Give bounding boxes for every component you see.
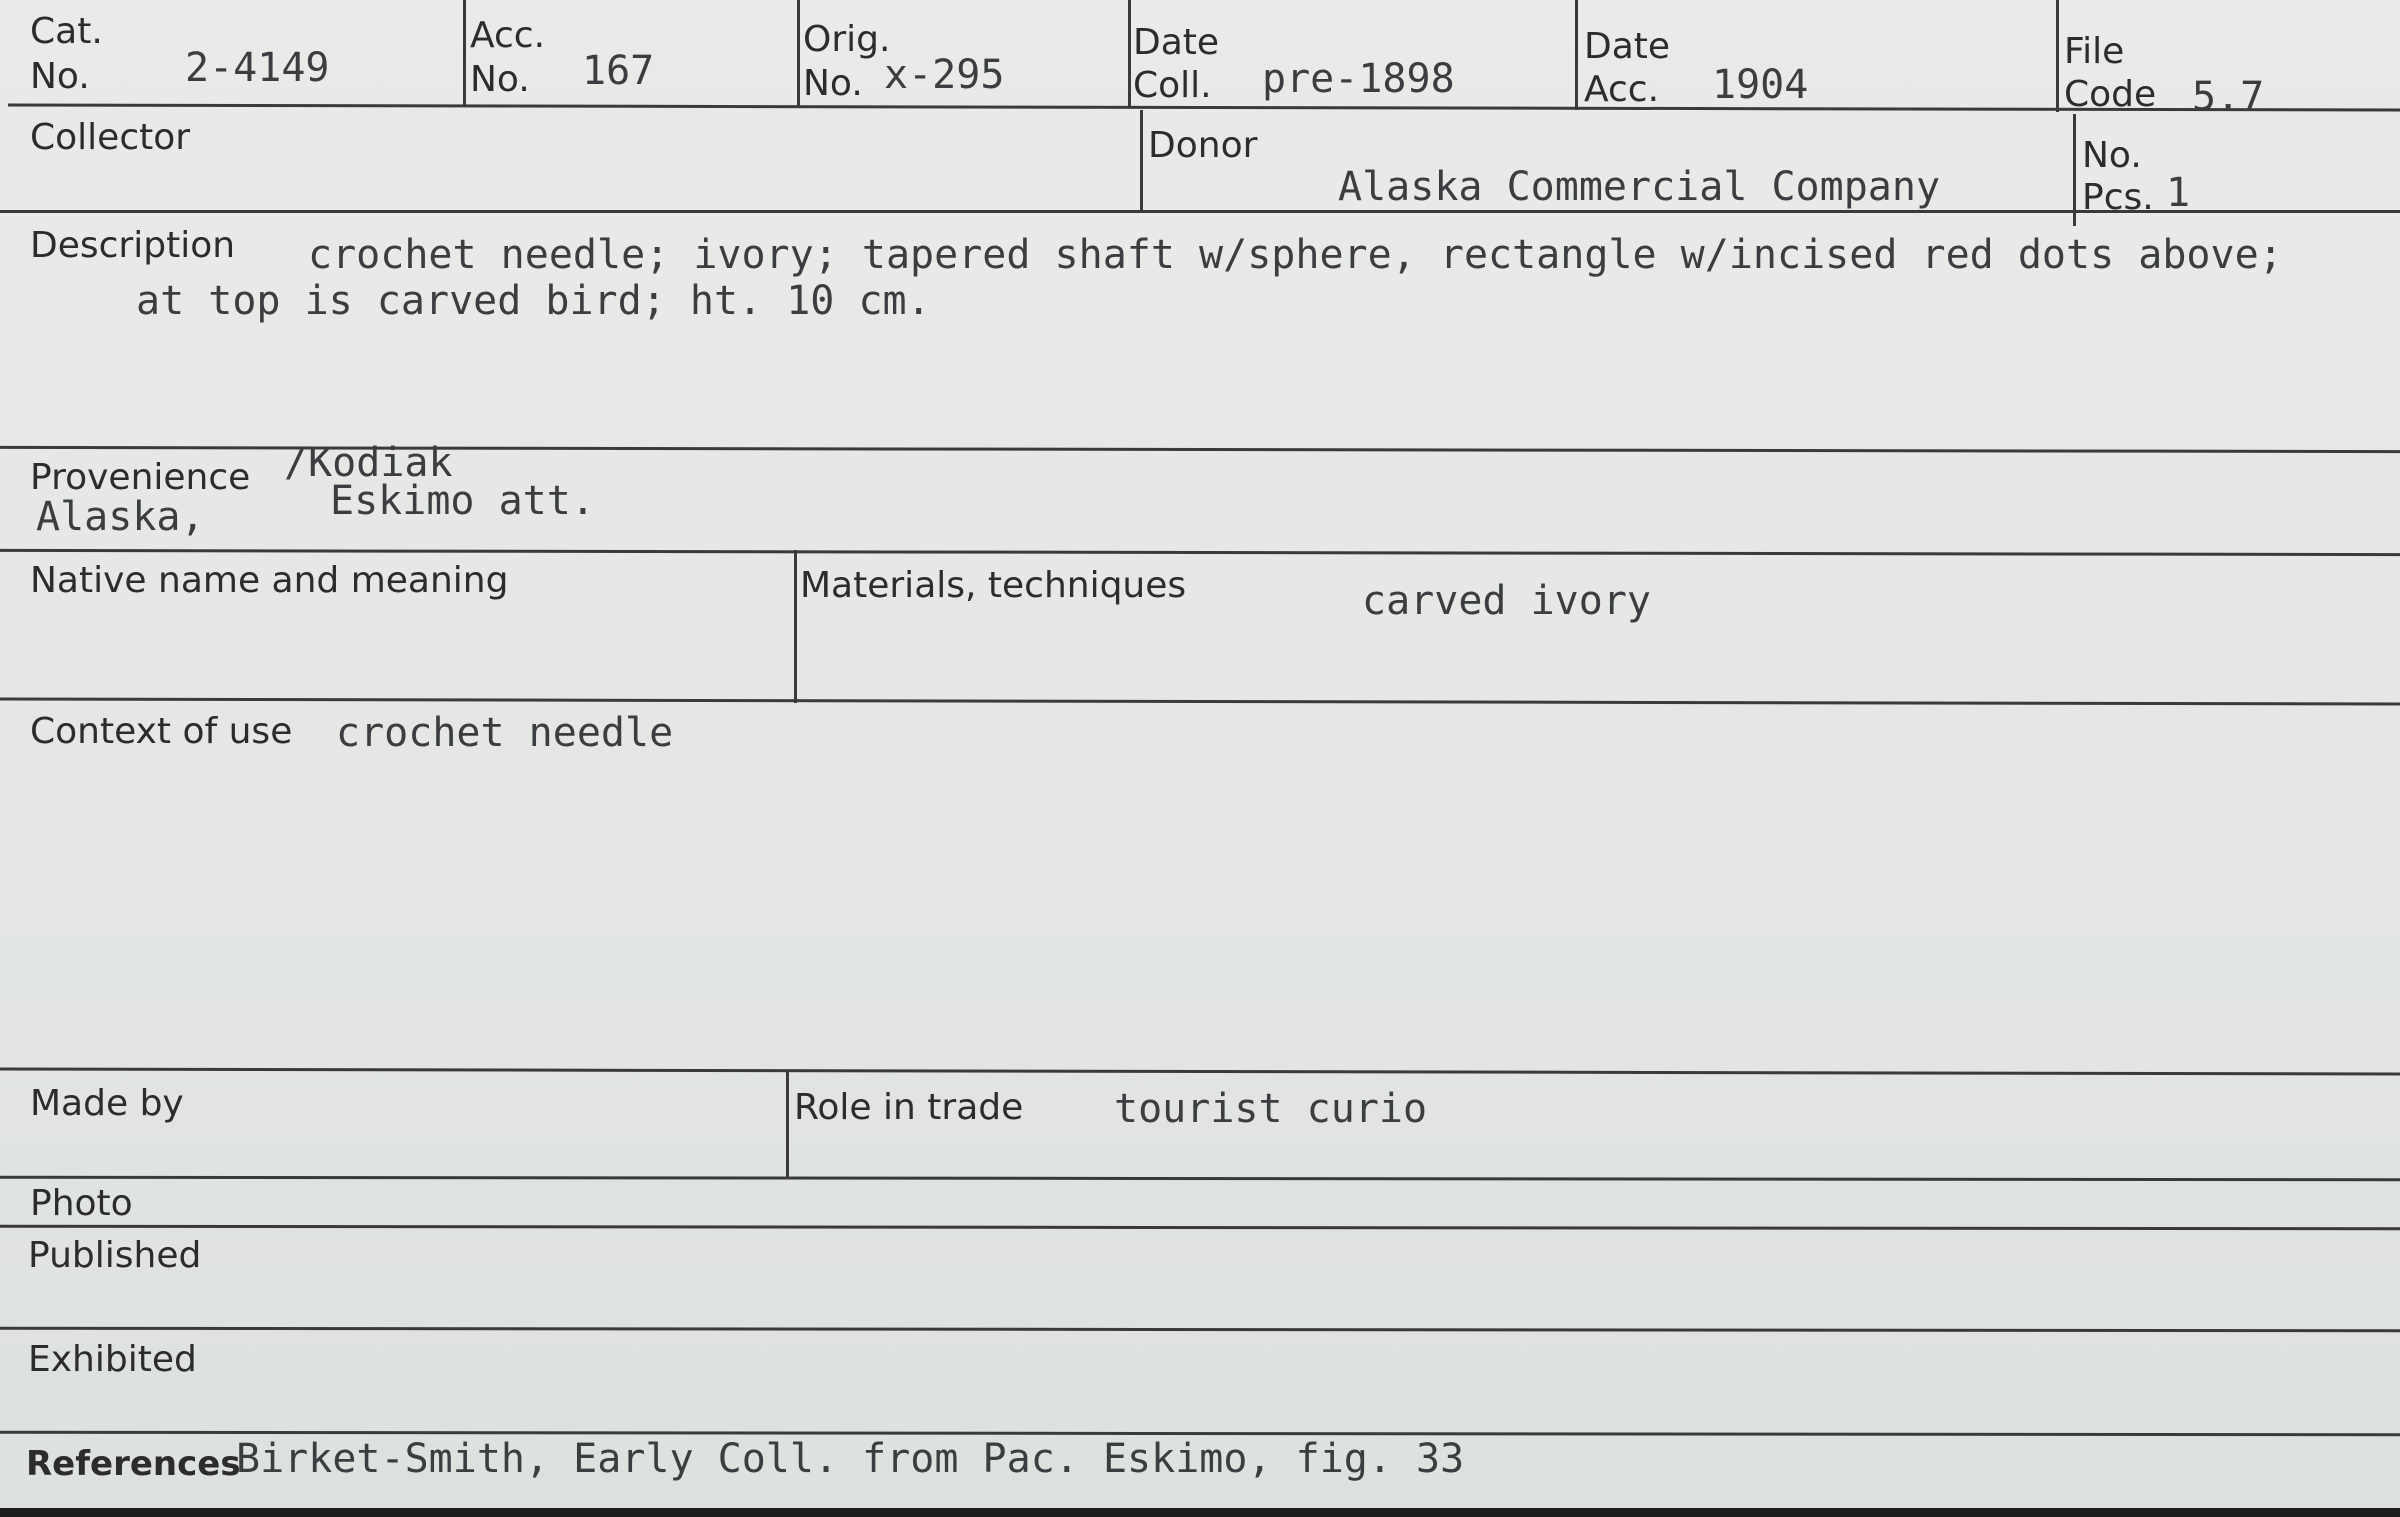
divider-native-materials: [794, 550, 797, 703]
cat-number: 2-4149: [185, 45, 330, 91]
donor-value: Alaska Commercial Company: [1338, 164, 1941, 210]
materials-value: carved ivory: [1362, 578, 1651, 624]
provenience-region: /Kodiak: [284, 440, 453, 486]
rule-madeby-bottom: [0, 1176, 2400, 1182]
description-line-2: at top is carved bird; ht. 10 cm.: [136, 278, 931, 324]
date-acc-label: Date: [1584, 26, 1671, 67]
materials-label: Materials, techniques: [800, 565, 1187, 606]
card-bottom-edge: [0, 1508, 2400, 1517]
provenience-label: Provenience: [30, 457, 251, 498]
acc-label: Acc.: [470, 15, 546, 56]
divider-collector-donor: [1140, 110, 1143, 212]
published-label: Published: [28, 1235, 202, 1276]
made-by-label: Made by: [30, 1083, 184, 1124]
context-label: Context of use: [30, 711, 293, 752]
file-label: File: [2064, 31, 2125, 72]
pieces-label: No.: [2082, 135, 2142, 176]
date-accessioned: 1904: [1712, 62, 1809, 108]
date-collected: pre-1898: [1262, 56, 1455, 102]
acc-no-label: No.: [470, 59, 530, 100]
divider-dateacc-file: [2056, 0, 2059, 112]
role-in-trade-label: Role in trade: [794, 1087, 1024, 1128]
pieces-count: 1: [2166, 170, 2191, 216]
date-acc-sub-label: Acc.: [1584, 69, 1660, 110]
rule-context-bottom: [0, 1067, 2400, 1075]
divider-cat-acc: [463, 0, 466, 107]
rule-published-bottom: [0, 1327, 2400, 1333]
file-code: 5.7: [2192, 74, 2265, 120]
date-coll-label: Date: [1133, 22, 1220, 63]
provenience-group: Eskimo att.: [330, 478, 595, 524]
rule-provenience-bottom: [0, 549, 2400, 556]
divider-acc-orig: [797, 0, 800, 107]
photo-label: Photo: [30, 1183, 133, 1224]
file-code-label: Code: [2064, 74, 2157, 115]
orig-no-label: No.: [803, 63, 863, 104]
description-line-1: crochet needle; ivory; tapered shaft w/sphere, rectangle w/incised red dots above;: [308, 232, 2283, 278]
orig-label: Orig.: [803, 19, 891, 60]
divider-datecoll-dateacc: [1575, 0, 1578, 110]
rule-collector-bottom: [0, 210, 2400, 213]
date-coll-sub-label: Coll.: [1133, 65, 1212, 106]
cat-no-label: No.: [30, 56, 90, 97]
context-value: crochet needle: [336, 710, 674, 756]
donor-label: Donor: [1148, 125, 1258, 166]
collector-label: Collector: [30, 117, 191, 158]
acc-number: 167: [582, 48, 655, 94]
divider-orig-datecoll: [1128, 0, 1131, 108]
pieces-sub-label: Pcs.: [2082, 177, 2154, 218]
divider-madeby-role: [786, 1072, 789, 1178]
references-label: References: [26, 1444, 241, 1484]
orig-number: x-295: [884, 52, 1005, 98]
description-label: Description: [30, 225, 236, 266]
references-value: Birket-Smith, Early Coll. from Pac. Eskimo, fig. 33: [236, 1436, 1465, 1482]
provenience-state: Alaska,: [36, 494, 205, 540]
native-name-label: Native name and meaning: [30, 560, 509, 601]
rule-photo-bottom: [0, 1225, 2400, 1231]
role-in-trade-value: tourist curio: [1114, 1086, 1428, 1132]
divider-donor-pcs: [2073, 114, 2076, 226]
rule-native-bottom: [0, 697, 2400, 705]
exhibited-label: Exhibited: [28, 1339, 197, 1380]
cat-label: Cat.: [30, 11, 103, 52]
